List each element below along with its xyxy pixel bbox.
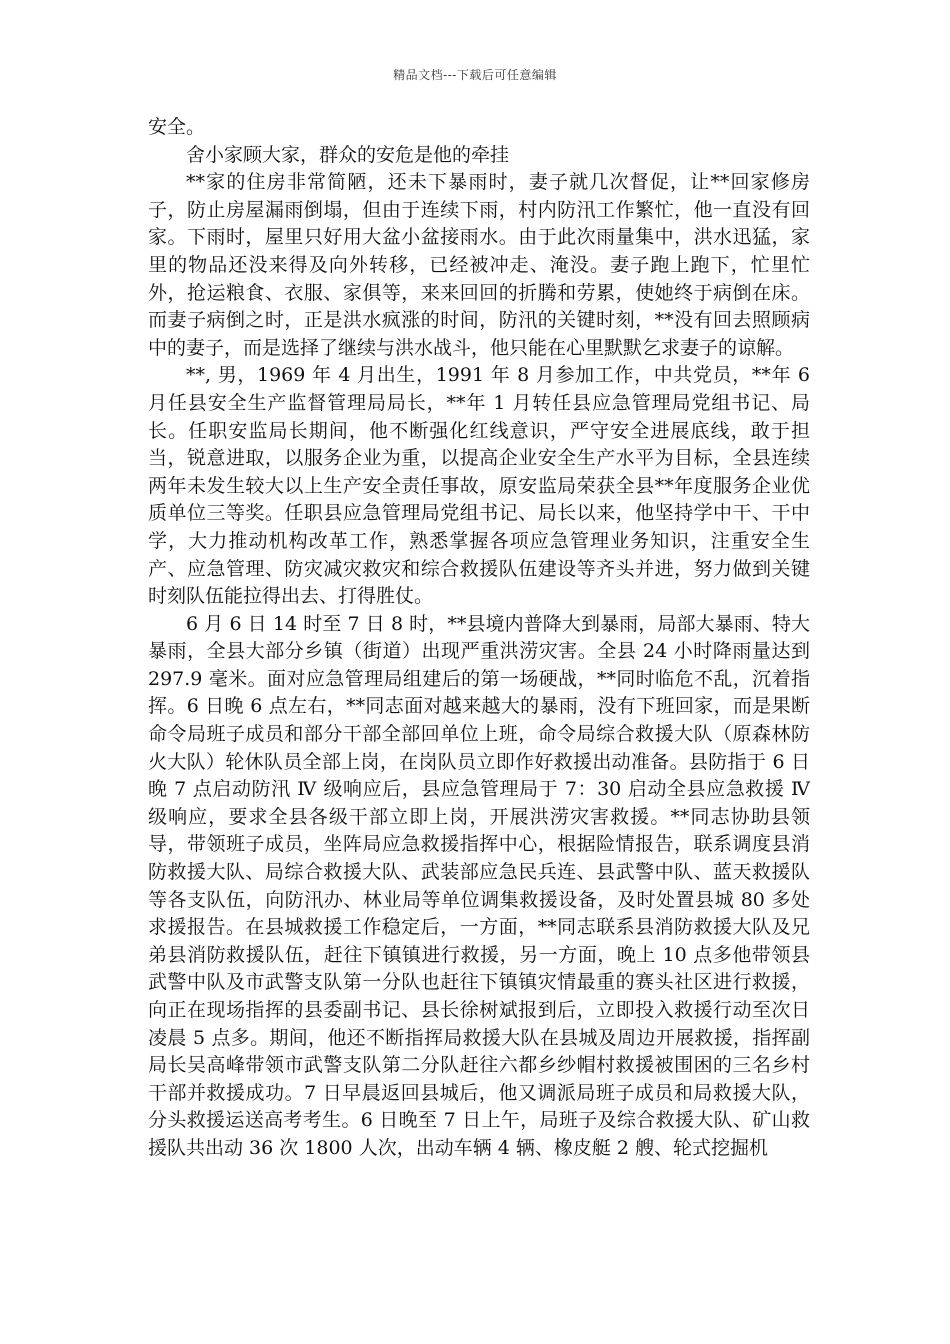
page-header: 精品文档---下载后可任意编辑	[393, 68, 557, 82]
document-body	[148, 114, 810, 1163]
paragraph: 6 月 6 日 14 时至 7 日 8 时，**县境内普降大到暴雨，局部大暴雨、特大暴雨，全县大部分乡镇（街道）出现严重洪涝灾害。全县 24 小时降雨量达到 297.9 毫米。面对应急管理局组建后的第一场硬战，**同时临危不乱，沉着指挥。6 日晚 6 点左右，**同志面对越来越大的暴雨，没有下班回家，而是果断命令局班子成员和部分干部全部回单位上班，命令局综合救援大队（原森林防火大队）轮休队员全部上岗，在岗队员立即作好救援出动准备。县防指于 6 日晚 7 点启动防汛 Ⅳ 级响应后，县应急管理局于 7：30 启动全县应急救援 Ⅳ 级响应，要求全县各级干部立即上岗，开展洪涝灾害救援。**同志协助县领导，带领班子成员，坐阵局应急救援指挥中心，根据险情报告，联系调度县消防救援大队、局综合救援大队、武装部应急民兵连、县武警中队、蓝天救援队等各支队伍，向防汛办、林业局等单位调集救援设备，及时处置县城 80 多处求援报告。在县城救援工作稳定后，一方面，**同志联系县消防救援大队及兄弟县消防救援队伍，赶往下镇镇进行救援，另一方面，晚上 10 点多他带领县武警中队及市武警支队第一分队也赶往下镇镇灾情最重的赛头社区进行救援，向正在现场指挥的县委副书记、县长徐树斌报到后，立即投入救援行动至次日凌晨 5 点多。期间，他还不断指挥局救援大队在县城及周边开展救援，指挥副局长吴高峰带领市武警支队第二分队赶往六都乡纱帽村救援被围困的三名乡村干部并救援成功。7 日早晨返回县城后，他又调派局班子成员和局救援大队，分头救援运送高考考生。6 日晚至 7 日上午，局班子及综合救援大队、矿山救援队共出动 36 次 1800 人次，出动车辆 4 辆、橡皮艇 2 艘、轮式挖掘机	[148, 612, 810, 1159]
paragraph: **家的住房非常简陋，还未下暴雨时，妻子就几次督促，让**回家修房子，防止房屋漏雨倒塌，但由于连续下雨，村内防汛工作繁忙，他一直没有回家。下雨时，屋里只好用大盆小盆接雨水。由于此次雨量集中，洪水迅猛，家里的物品还没来得及向外转移，已经被冲走、淹没。妻子跑上跑下，忙里忙外，抢运粮食、衣服、家俱等，来来回回的折腾和劳累，使她终于病倒在床。而妻子病倒之时，正是洪水疯涨的时间，防汛的关键时刻，**没有回去照顾病中的妻子，而是选择了继续与洪水战斗，他只能在心里默默乞求妻子的谅解。	[148, 171, 810, 359]
paragraph: **, 男，1969 年 4 月出生，1991 年 8 月参加工作，中共党员，**年 6 月任县安全生产监督管理局局长，**年 1 月转任县应急管理局党组书记、局长。任职安监局长期间，他不断强化红线意识，严守安全进展底线，敢于担当，锐意进取，以服务企业为重，以提高企业安全生产水平为目标，全县连续两年未发生较大以上生产安全责任事故，原安监局荣获全县**年度服务企业优质单位三等奖。任职县应急管理局党组书记、局长以来，他坚持学中干、干中学，大力推动机构改革工作，熟悉掌握各项应急管理业务知识，注重安全生产、应急管理、防灾减灾救灾和综合救援队伍建设等齐头并进，努力做到关键时刻队伍能拉得出去、打得胜仗。	[148, 364, 810, 608]
section-heading: 舍小家顾大家，群众的安危是他的牵挂	[186, 143, 510, 166]
paragraph: 安全。	[148, 116, 206, 138]
